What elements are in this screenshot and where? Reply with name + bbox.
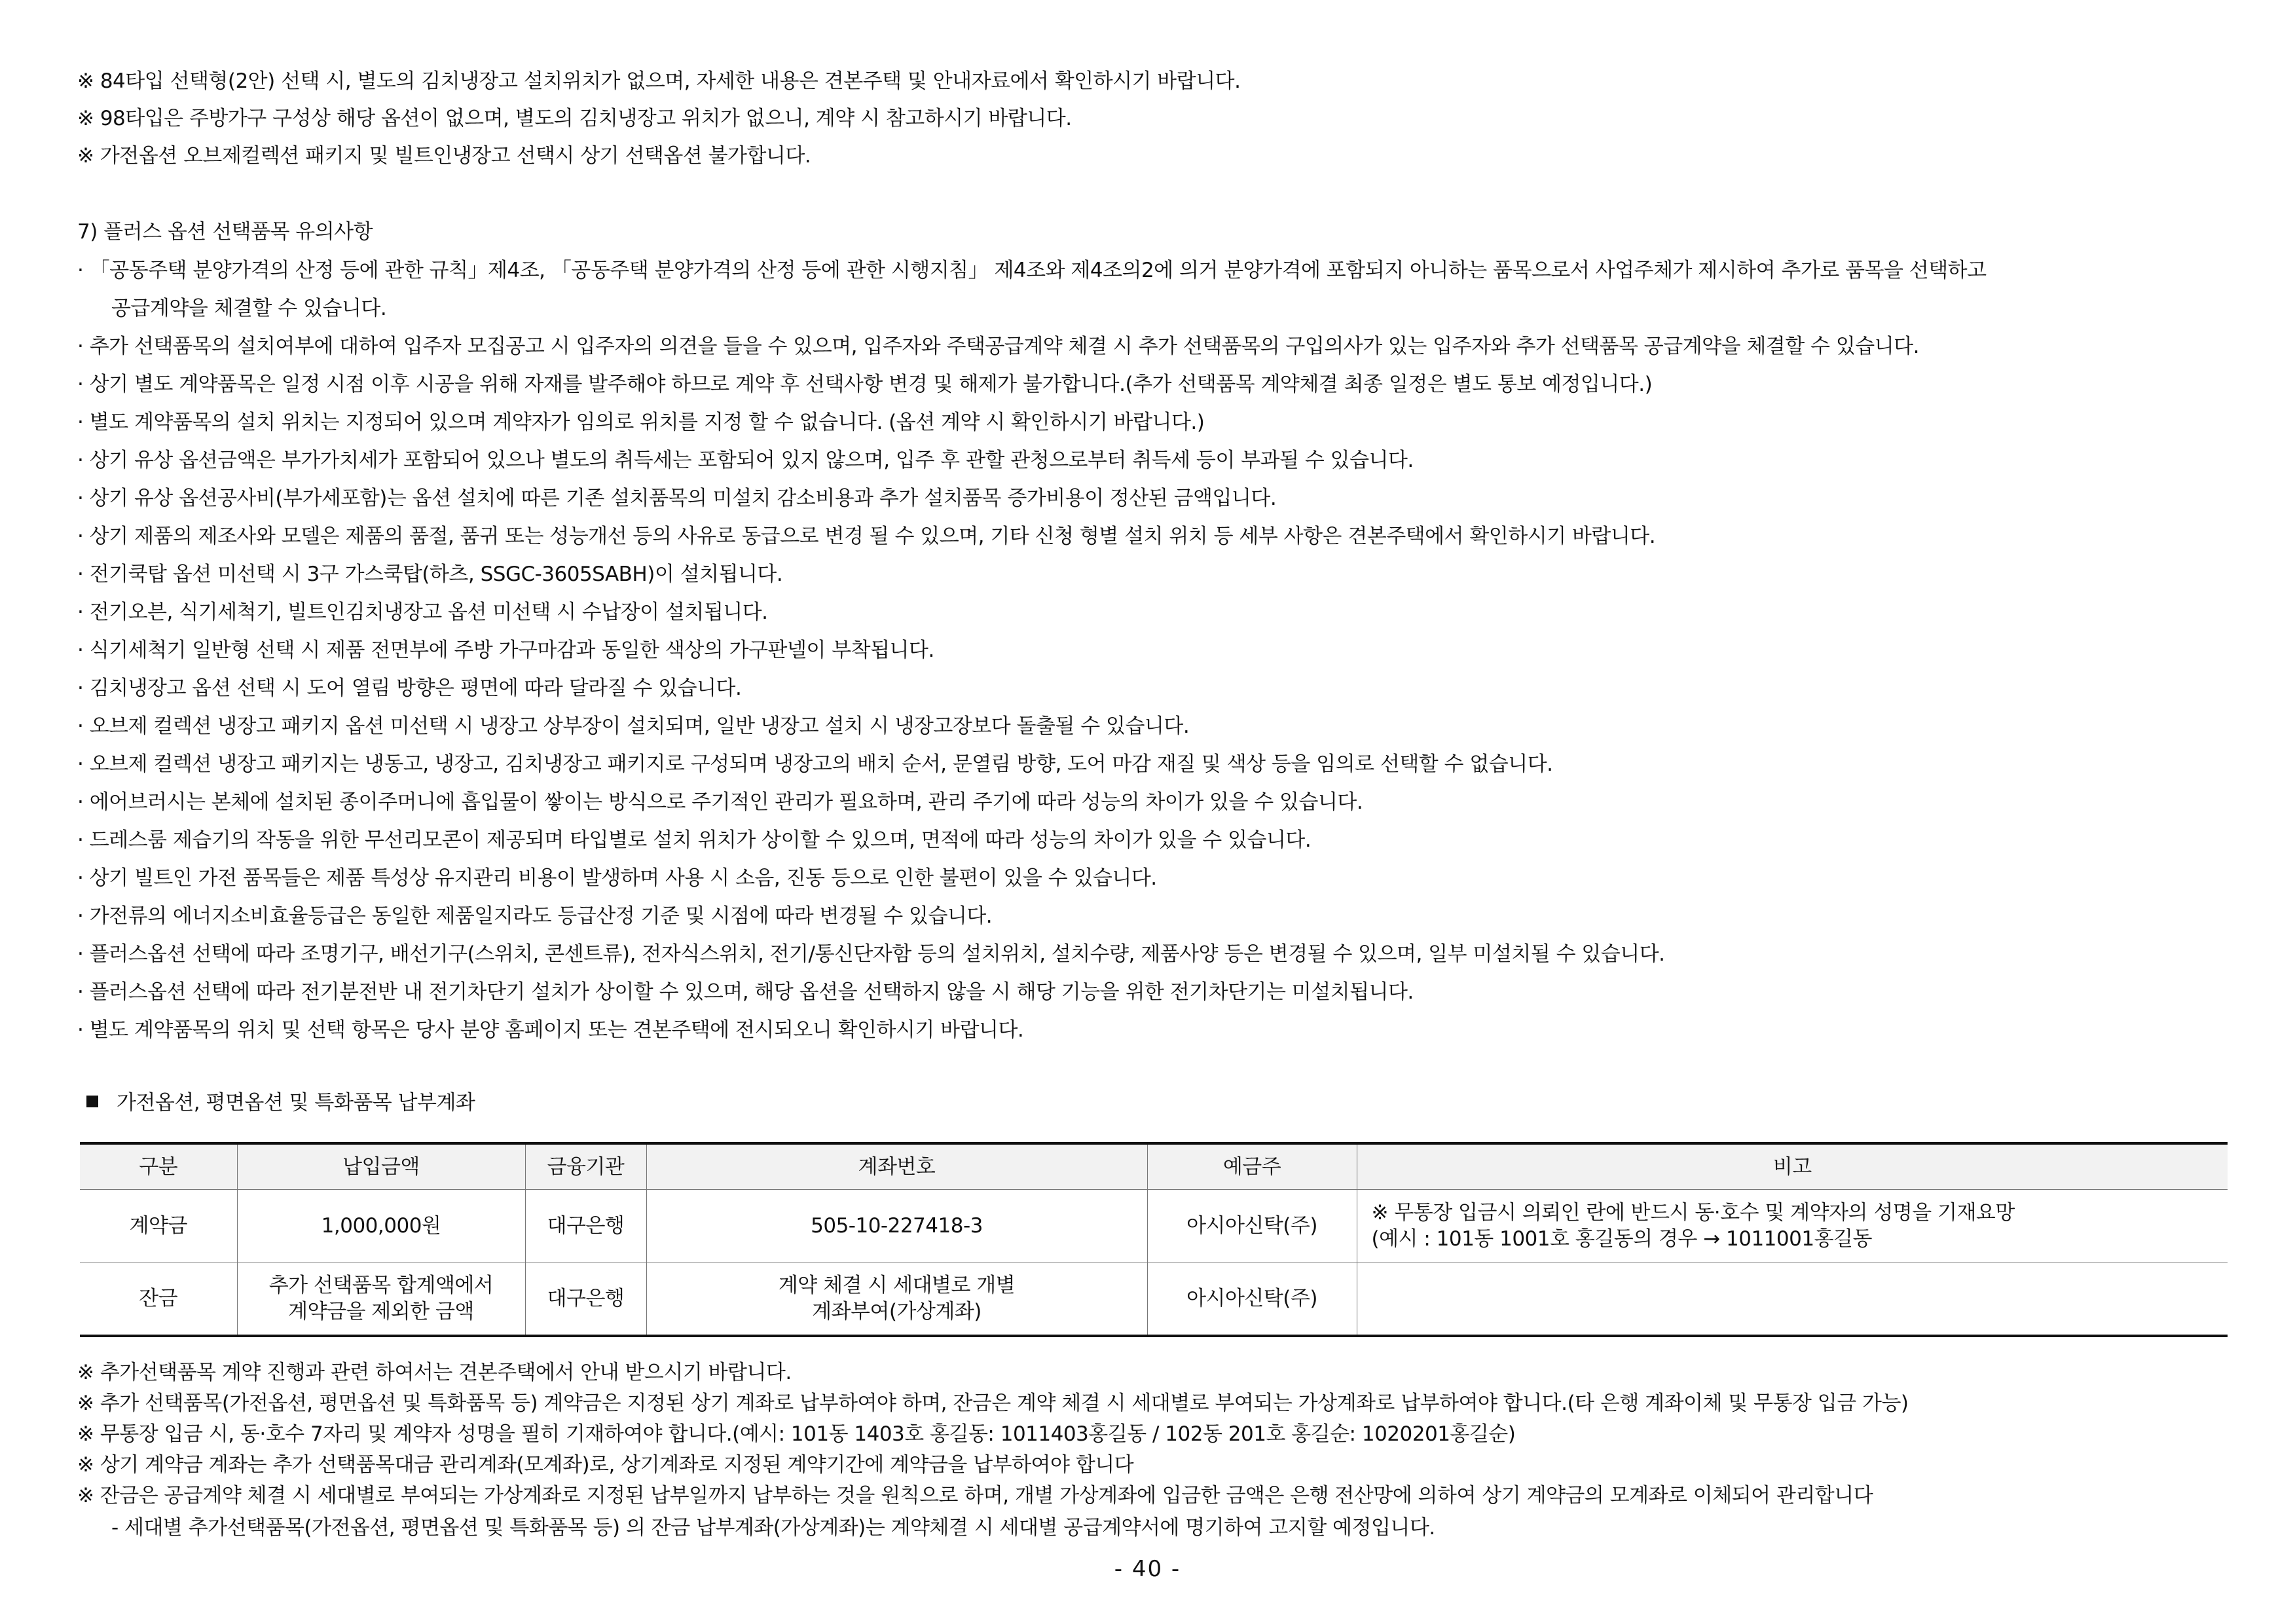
cell-remark (1357, 1263, 2228, 1336)
cell-account-line: 계좌부여(가상계좌) (812, 1300, 982, 1324)
header-holder: 예금주 (1147, 1143, 1357, 1189)
cell-amount-line: 1,000,000원 (321, 1214, 441, 1238)
bullet-item: · 오브제 컬렉션 냉장고 패키지 옵션 미선택 시 냉장고 상부장이 설치되며, 일반 냉장고 설치 시 냉장고장보다 돌출될 수 있습니다. (77, 714, 1190, 738)
cell-holder: 아시아신탁(주) (1147, 1189, 1357, 1263)
cell-amount-line: 계약금을 제외한 금액 (288, 1300, 474, 1324)
header-account: 계좌번호 (646, 1143, 1147, 1189)
payment-account-table (80, 1142, 2228, 1337)
bullet-item: · 상기 별도 계약품목은 일정 시점 이후 시공을 위해 자재를 발주해야 하므로 계약 후 선택사항 변경 및 해제가 불가합니다.(추가 선택품목 계약체결 최종 일정은 별도 통보 예정입니다.) (77, 373, 1653, 396)
bullet-item: · 플러스옵션 선택에 따라 조명기구, 배선기구(스위치, 콘센트류), 전자식스위치, 전기/통신단자함 등의 설치위치, 설치수량, 제품사양 등은 변경될 수 있으며, 일부 미설치될 수 있습니다. (77, 942, 1665, 966)
section-title: 7) 플러스 옵션 선택품목 유의사항 (77, 220, 373, 244)
table-row (80, 1189, 2228, 1263)
bottom-note: ※ 상기 계약금 계좌는 추가 선택품목대금 관리계좌(모계좌)로, 상기계좌로 지정된 계약기간에 계약금을 납부하여야 합니다 (77, 1453, 1134, 1477)
bullet-item: · 상기 제품의 제조사와 모델은 제품의 품절, 품귀 또는 성능개선 등의 사유로 동급으로 변경 될 수 있으며, 기타 신청 형별 설치 위치 등 세부 사항은 견본주택에서 확인하시기 바랍니다. (77, 525, 1656, 548)
header-amount: 납입금액 (237, 1143, 525, 1189)
bullet-item: · 플러스옵션 선택에 따라 전기분전반 내 전기차단기 설치가 상이할 수 있으며, 해당 옵션을 선택하지 않을 시 해당 기능을 위한 전기차단기는 미설치됩니다. (77, 980, 1414, 1004)
bullet-item: · 「공동주택 분양가격의 산정 등에 관한 규칙」제4조, 「공동주택 분양가격의 산정 등에 관한 시행지침」 제4조와 제4조의2에 의거 분양가격에 포함되지 아니하는 품목으로서 사업주체가 제시하여 추가로 품목을 선택하고 (77, 259, 1987, 282)
cell-account-line: 505-10-227418-3 (811, 1214, 983, 1238)
bottom-note-sub: - 세대별 추가선택품목(가전옵션, 평면옵션 및 특화품목 등) 의 잔금 납부계좌(가상계좌)는 계약체결 시 세대별 공급계약서에 명기하여 고지할 예정입니다. (111, 1516, 1435, 1540)
cell-remark-line: (예시 : 101동 1001호 홍길동의 경우 → 1011001홍길동 (1371, 1227, 1872, 1251)
cell-remark (1357, 1189, 2228, 1263)
cell-account (646, 1263, 1147, 1336)
bottom-note: ※ 추가선택품목 계약 진행과 관련 하여서는 견본주택에서 안내 받으시기 바랍니다. (77, 1361, 792, 1384)
bullet-item: · 별도 계약품목의 설치 위치는 지정되어 있으며 계약자가 임의로 위치를 지정 할 수 없습니다. (옵션 계약 시 확인하시기 바랍니다.) (77, 411, 1205, 434)
bullet-item: · 에어브러시는 본체에 설치된 종이주머니에 흡입물이 쌓이는 방식으로 주기적인 관리가 필요하며, 관리 주기에 따라 성능의 차이가 있을 수 있습니다. (77, 790, 1363, 814)
bottom-note: ※ 무통장 입금 시, 동·호수 7자리 및 계약자 성명을 필히 기재하여야 합니다.(예시: 101동 1403호 홍길동: 1011403홍길동 / 102동 201호 홍길순: 1020201홍길순) (77, 1422, 1516, 1446)
bullet-item: · 드레스룸 제습기의 작동을 위한 무선리모콘이 제공되며 타입별로 설치 위치가 상이할 수 있으며, 면적에 따라 성능의 차이가 있을 수 있습니다. (77, 828, 1312, 852)
table-header-row (80, 1143, 2228, 1189)
cell-category: 계약금 (80, 1189, 237, 1263)
cell-amount (237, 1189, 525, 1263)
note-84-type: ※ 84타입 선택형(2안) 선택 시, 별도의 김치냉장고 설치위치가 없으며, 자세한 내용은 견본주택 및 안내자료에서 확인하시기 바랍니다. (77, 69, 1241, 93)
note-98-type: ※ 98타입은 주방가구 구성상 해당 옵션이 없으며, 별도의 김치냉장고 위치가 없으니, 계약 시 참고하시기 바랍니다. (77, 107, 1072, 130)
header-remark: 비고 (1357, 1143, 2228, 1189)
bullet-item: · 상기 유상 옵션금액은 부가가치세가 포함되어 있으나 별도의 취득세는 포함되어 있지 않으며, 입주 후 관할 관청으로부터 취득세 등이 부과될 수 있습니다. (77, 449, 1414, 472)
bullet-item: · 오브제 컬렉션 냉장고 패키지는 냉동고, 냉장고, 김치냉장고 패키지로 구성되며 냉장고의 배치 순서, 문열림 방향, 도어 마감 재질 및 색상 등을 임의로 선택할 수 없습니다. (77, 752, 1553, 776)
header-bank: 금융기관 (525, 1143, 646, 1189)
bullet-item: · 김치냉장고 옵션 선택 시 도어 열림 방향은 평면에 따라 달라질 수 있습니다. (77, 676, 742, 700)
bullet-item: · 식기세척기 일반형 선택 시 제품 전면부에 주방 가구마감과 동일한 색상의 가구판넬이 부착됩니다. (77, 638, 934, 662)
cell-bank: 대구은행 (525, 1263, 646, 1336)
bullet-item: · 추가 선택품목의 설치여부에 대하여 입주자 모집공고 시 입주자의 의견을 들을 수 있으며, 입주자와 주택공급계약 체결 시 추가 선택품목의 구입의사가 있는 입주자와 추가 선택품목 공급계약을 체결할 수 있습니다. (77, 335, 1919, 358)
cell-account (646, 1189, 1147, 1263)
bullet-item: · 가전류의 에너지소비효율등급은 동일한 제품일지라도 등급산정 기준 및 시점에 따라 변경될 수 있습니다. (77, 904, 993, 928)
cell-amount (237, 1263, 525, 1336)
cell-holder: 아시아신탁(주) (1147, 1263, 1357, 1336)
cell-bank: 대구은행 (525, 1189, 646, 1263)
cell-category: 잔금 (80, 1263, 237, 1336)
table-heading (86, 1090, 475, 1116)
page-number: - 40 - (1114, 1556, 1181, 1582)
table-row (80, 1263, 2228, 1336)
table-heading-text: 가전옵션, 평면옵션 및 특화품목 납부계좌 (117, 1091, 475, 1115)
square-bullet-icon (86, 1096, 98, 1107)
bullet-item-continued: 공급계약을 체결할 수 있습니다. (111, 297, 387, 320)
bullet-item: · 전기쿡탑 옵션 미선택 시 3구 가스쿡탑(하츠, SSGC-3605SABH)이 설치됩니다. (77, 563, 783, 586)
cell-amount-line: 추가 선택품목 합계액에서 (268, 1274, 494, 1298)
bullet-item: · 별도 계약품목의 위치 및 선택 항목은 당사 분양 홈페이지 또는 견본주택에 전시되오니 확인하시기 바랍니다. (77, 1018, 1024, 1042)
bullet-item: · 전기오븐, 식기세척기, 빌트인김치냉장고 옵션 미선택 시 수납장이 설치됩니다. (77, 600, 768, 624)
cell-account-line: 계약 체결 시 세대별로 개별 (778, 1274, 1016, 1298)
bullet-item: · 상기 유상 옵션공사비(부가세포함)는 옵션 설치에 따른 기존 설치품목의 미설치 감소비용과 추가 설치품목 증가비용이 정산된 금액입니다. (77, 487, 1277, 510)
cell-remark-line: ※ 무통장 입금시 의뢰인 란에 반드시 동·호수 및 계약자의 성명을 기재요망 (1371, 1201, 2015, 1225)
bullet-item: · 상기 빌트인 가전 품목들은 제품 특성상 유지관리 비용이 발생하며 사용 시 소음, 진동 등으로 인한 불편이 있을 수 있습니다. (77, 866, 1157, 890)
header-category: 구분 (80, 1143, 237, 1189)
bottom-note: ※ 잔금은 공급계약 체결 시 세대별로 부여되는 가상계좌로 지정된 납부일까지 납부하는 것을 원칙으로 하며, 개별 가상계좌에 입금한 금액은 은행 전산망에 의하여 상기 계약금의 모계좌로 이체되어 관리합니다 (77, 1484, 1873, 1507)
note-objet-package: ※ 가전옵션 오브제컬렉션 패키지 및 빌트인냉장고 선택시 상기 선택옵션 불가합니다. (77, 144, 811, 168)
bottom-note: ※ 추가 선택품목(가전옵션, 평면옵션 및 특화품목 등) 계약금은 지정된 상기 계좌로 납부하여야 하며, 잔금은 계약 체결 시 세대별로 부여되는 가상계좌로 납부하여야 합니다.(타 은행 계좌이체 및 무통장 입금 가능) (77, 1392, 1909, 1415)
